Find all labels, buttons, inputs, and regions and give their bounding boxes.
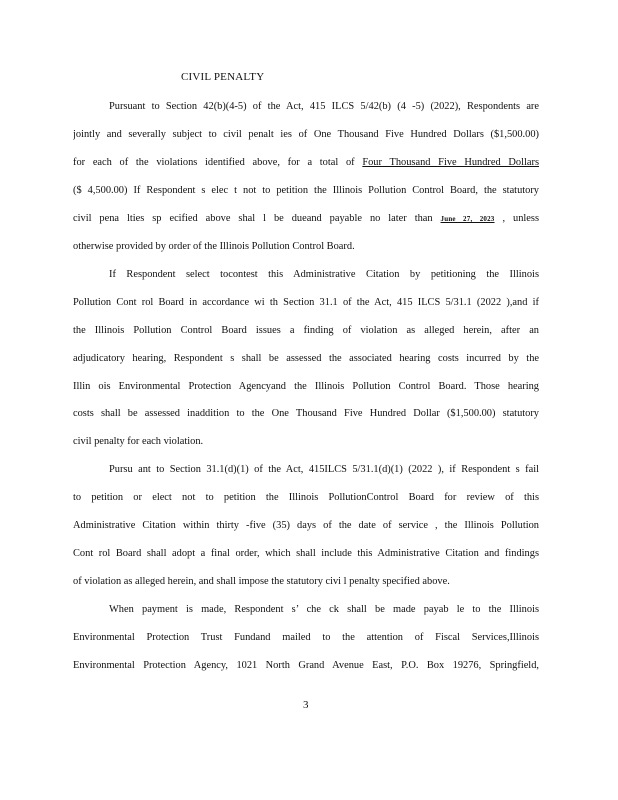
paragraph-1-line-5 [73, 212, 539, 226]
paragraph-1-line-6: otherwise provided by order of the Illinois Pollution Control Board. [73, 241, 355, 252]
paragraph-1-line-5-text: civil pena lties sp ecified above shal l be dueand payable no later than [73, 213, 441, 224]
paragraph-1-line-5-tail: , unless [494, 213, 539, 224]
paragraph-2-line-3: the Illinois Pollution Control Board issues a finding of violation as alleged herein, after an [73, 325, 539, 336]
penalty-total-amount-words: Four Thousand Five Hundred Dollars [362, 157, 539, 168]
paragraph-2-line-1: If Respondent select tocontest this Administrative Citation by petitioning the Illinois [109, 269, 539, 280]
paragraph-2-line-4: adjudicatory hearing, Respondent s shall be assessed the associated hearing costs incurred by the [73, 353, 539, 364]
paragraph-2-line-6: costs shall be assessed inaddition to the One Thousand Five Hundred Dollar ($1,500.00) statutory [73, 408, 539, 419]
paragraph-1-line-3 [73, 156, 539, 170]
paragraph-1-line-1: Pursuant to Section 42(b)(4-5) of the Act, 415 ILCS 5/42(b) (4 -5) (2022), Respondents are [109, 101, 539, 112]
paragraph-2-line-7: civil penalty for each violation. [73, 436, 204, 447]
paragraph-3-line-2: to petition or elect not to petition the Illinois PollutionControl Board for review of this [73, 492, 539, 503]
section-heading: CIVIL PENALTY [181, 71, 265, 83]
paragraph-4-line-2: Environmental Protection Trust Fundand mailed to the attention of Fiscal Services,Illinois [73, 632, 539, 643]
paragraph-3-line-5: of violation as alleged herein, and shall impose the statutory civi l penalty specified above. [73, 576, 450, 587]
paragraph-4-line-3: Environmental Protection Agency, 1021 North Grand Avenue East, P.O. Box 19276, Springfield, [73, 660, 539, 671]
payment-due-date: June 27, 2023 [440, 215, 495, 223]
paragraph-1-line-2: jointly and severally subject to civil penalt ies of One Thousand Five Hundred Dollars ($1,500.00) [73, 129, 539, 140]
paragraph-3-line-1: Pursu ant to Section 31.1(d)(1) of the Act, 415ILCS 5/31.1(d)(1) (2022 ), if Respondent s fail [109, 464, 539, 475]
paragraph-2-line-5: Illin ois Environmental Protection Agencyand the Illinois Pollution Control Board. Those hearing [73, 381, 539, 392]
paragraph-2-line-2: Pollution Cont rol Board in accordance wi th Section 31.1 of the Act, 415 ILCS 5/31.1 (2022 ),and if [73, 297, 539, 308]
paragraph-3-line-4: Cont rol Board shall adopt a final order, which shall include this Administrative Citation and findings [73, 548, 539, 559]
paragraph-1-line-3-text: for each of the violations identified above, for a total of [73, 157, 363, 168]
paragraph-4-line-1: When payment is made, Respondent s’ che ck shall be made payab le to the Illinois [109, 604, 539, 615]
paragraph-3-line-3: Administrative Citation within thirty -five (35) days of the date of service , the Illinois Pollution [73, 520, 539, 531]
paragraph-1-line-4: ($ 4,500.00) If Respondent s elec t not to petition the Illinois Pollution Control Board, the statutory [73, 185, 539, 196]
page-number: 3 [303, 699, 309, 711]
